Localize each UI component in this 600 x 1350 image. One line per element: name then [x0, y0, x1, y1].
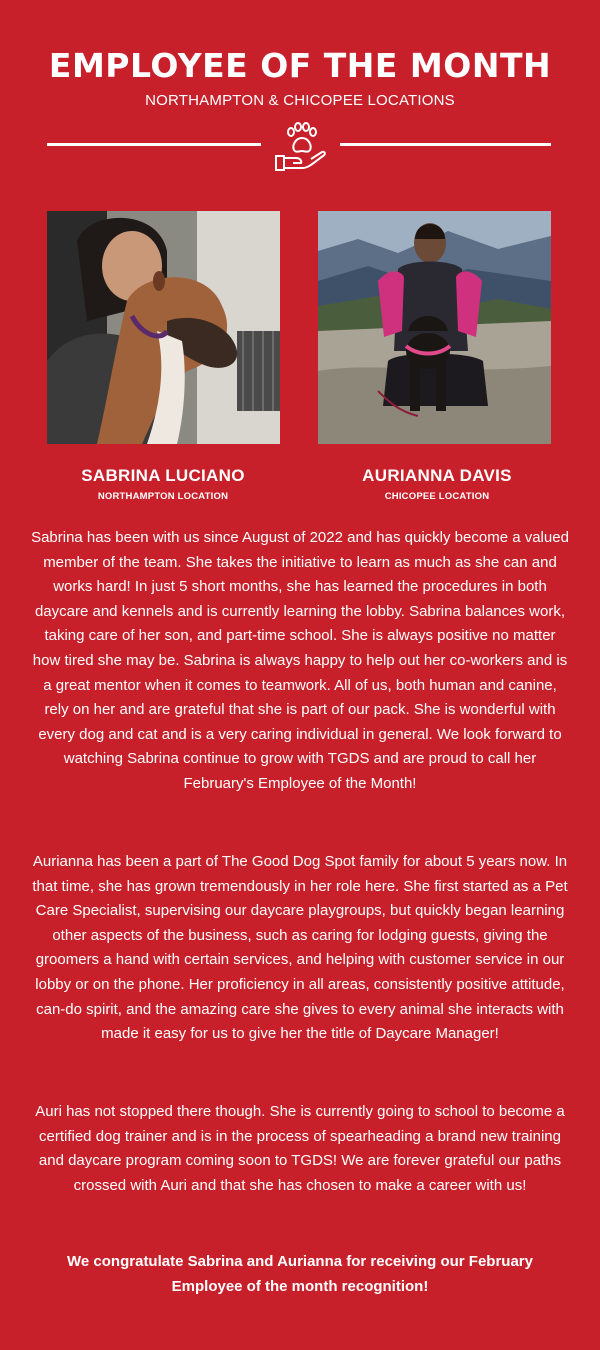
employee-location-sabrina: NORTHAMPTON LOCATION [97, 491, 229, 502]
employee-photo-aurianna [318, 211, 551, 444]
paragraph-sabrina: Sabrina has been with us since August of 2022 and has quickly become a valued member of the team. She takes the initiative to learn as much as she can and works hard! In just 5 short months, she has learned the procedures in both daycare and kennels and is currently learning the lobby. Sabrina balances work, taking care of her son, and part-time school. She is always positive no matter how tired she may be. Sabrina is always happy to help out her co-workers and is a great mentor when it comes to teamwork. All of us, both human and canine, rely on her and are grateful that she is part of our pack. She is wonderful with every dog and cat and is a very caring individual in general. We look forward to watching Sabrina continue to grow with TGDS and are proud to call her February's Employee of the Month! [31, 529, 569, 792]
paragraph-congratulations: We congratulate Sabrina and Aurianna for receiving our February Employee of the month recognition! [67, 1253, 533, 1295]
employee-photo-sabrina [47, 211, 280, 444]
page-subtitle: NORTHAMPTON & CHICOPEE LOCATIONS [145, 92, 455, 109]
divider-right [340, 143, 551, 146]
employee-name-sabrina: SABRINA LUCIANO [81, 466, 245, 485]
paragraph-aurianna: Aurianna has been a part of The Good Dog Spot family for about 5 years now. In that time, she has grown tremendously in her role here. She first started as a Pet Care Specialist, supervising our daycare playgroups, but quickly began learning other aspects of the business, such as caring for lodging guests, giving the groomers a hand with certain services, and helping with customer service in our lobby or on the phone. Her proficiency in all areas, consistently positive attitude, can-do spirit, and the amazing care she gives to every animal she interacts with made it easy for us to give her the title of Daycare Manager! [32, 853, 568, 1043]
page-title: EMPLOYEE OF THE MONTH [48, 46, 552, 85]
divider-left [47, 143, 261, 146]
paragraph-auri-training: Auri has not stopped there though. She is currently going to school to become a certified dog trainer and is in the process of spearheading a brand new training and daycare program coming soon to TGDS! We are forever grateful our paths crossed with Auri and that she has chosen to make a career with us! [35, 1103, 565, 1194]
employee-name-aurianna: AURIANNA DAVIS [362, 466, 512, 485]
employee-location-aurianna: CHICOPEE LOCATION [384, 491, 490, 502]
paw-hand-icon [271, 120, 331, 178]
